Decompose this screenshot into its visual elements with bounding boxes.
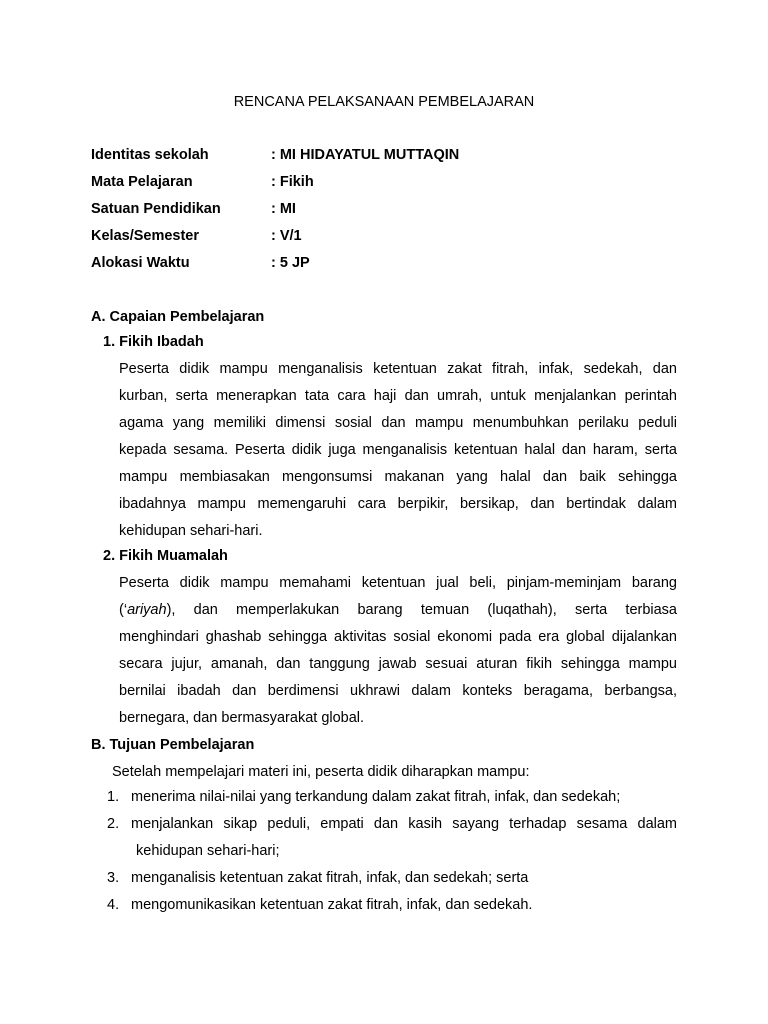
identity-label: Kelas/Semester (91, 228, 200, 244)
paragraph-text: ), dan memperlakukan barang temuan (luqathah), serta terbiasa (166, 602, 677, 618)
subsection-fikih-muamalah-heading: 2. Fikih Muamalah (103, 548, 228, 564)
section-a-heading: A. Capaian Pembelajaran (91, 309, 265, 325)
list-item-text: mengomunikasikan ketentuan zakat fitrah, infak, dan sedekah. (131, 897, 533, 913)
identity-value: : MI (271, 201, 296, 217)
list-item-text: menganalisis ketentuan zakat fitrah, infak, dan sedekah; serta (131, 870, 529, 886)
paragraph-line: secara jujur, amanah, dan tanggung jawab sesuai aturan fikih sehingga mampu (119, 656, 677, 672)
list-number: 3. (107, 870, 120, 886)
document-title: RENCANA PELAKSANAAN PEMBELAJARAN (233, 94, 535, 110)
list-number: 4. (107, 897, 120, 913)
fikih-ibadah-paragraph (119, 356, 677, 545)
section-b-heading: B. Tujuan Pembelajaran (91, 737, 255, 753)
paragraph-line: bernegara, dan bermasyarakat global. (119, 710, 365, 726)
identity-value: : MI HIDAYATUL MUTTAQIN (271, 147, 460, 163)
paragraph-line: kurban, serta menerapkan tata cara haji dan umrah, untuk menjalankan perintah (119, 388, 677, 404)
identity-label: Mata Pelajaran (91, 174, 193, 190)
identity-label: Alokasi Waktu (91, 255, 190, 271)
paragraph-line-with-italic (119, 597, 677, 624)
list-item-text: menerima nilai-nilai yang terkandung dalam zakat fitrah, infak, dan sedekah; (131, 789, 621, 805)
list-number: 1. (107, 789, 120, 805)
subsection-fikih-ibadah-heading: 1. Fikih Ibadah (103, 334, 204, 350)
identity-value: : Fikih (271, 174, 314, 190)
identity-label: Identitas sekolah (91, 147, 209, 163)
paragraph-line: kepada sesama. Peserta didik juga menganalisis ketentuan halal dan haram, serta (119, 442, 677, 458)
paragraph-line: agama yang memiliki dimensi sosial dan mampu menumbuhkan perilaku peduli (119, 415, 677, 431)
section-b-intro: Setelah mempelajari materi ini, peserta didik diharapkan mampu: (112, 764, 530, 780)
paragraph-line: bernilai ibadah dan berdimensi ukhrawi dalam konteks beragama, berbangsa, (119, 683, 677, 699)
paragraph-line: mampu membiasakan mengonsumsi makanan yang halal dan baik sehingga (119, 469, 677, 485)
paragraph-line: Peserta didik mampu menganalisis ketentuan zakat fitrah, infak, sedekah, dan (119, 361, 677, 377)
list-item-text: menjalankan sikap peduli, empati dan kasih sayang terhadap sesama dalam (131, 816, 677, 832)
list-number: 2. (107, 816, 120, 832)
paragraph-line: ibadahnya mampu memengaruhi cara berpikir, bersikap, dan bertindak dalam (119, 496, 677, 512)
paragraph-line: kehidupan sehari-hari. (119, 523, 263, 539)
paragraph-line: Peserta didik mampu memahami ketentuan jual beli, pinjam-meminjam barang (119, 575, 677, 591)
identity-value: : V/1 (271, 228, 302, 244)
fikih-muamalah-paragraph (119, 570, 677, 732)
identity-label: Satuan Pendidikan (91, 201, 221, 217)
paragraph-text: (‘ (119, 602, 128, 618)
italic-term: ariyah (127, 602, 167, 618)
paragraph-line: menghindari ghashab sehingga aktivitas sosial ekonomi pada era global dijalankan (119, 629, 677, 645)
list-item-text: kehidupan sehari-hari; (136, 843, 280, 859)
identity-value: : 5 JP (271, 255, 310, 271)
